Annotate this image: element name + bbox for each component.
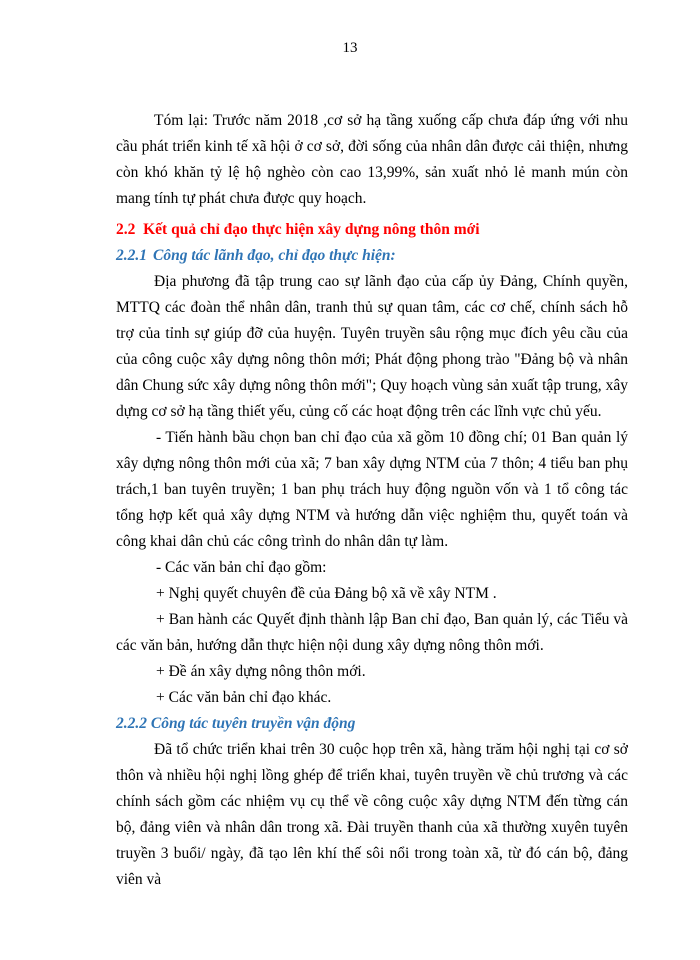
subsection-title: Công tác tuyên truyền vận động xyxy=(150,715,356,732)
document-item: + Các văn bản chỉ đạo khác. xyxy=(156,689,332,706)
subsection-title: Công tác lãnh đạo, chỉ đạo thực hiện: xyxy=(153,247,396,264)
subsection-number: 2.2.2 xyxy=(116,715,147,732)
section-number: 2.2 xyxy=(116,221,136,238)
propaganda-paragraph: Đã tổ chức triển khai trên 30 cuộc họp trên xã, hàng trăm hội nghị tại cơ sở thôn và nhiều hội nghị lồng ghép để triển khai, tuyên truyền về chủ trương và các chính sách gồm các nhiệm vụ cụ thể về công cuộc xây dựng NTM đến từng cán bộ, đảng viên và nhân dân trong xã. Đài truyền thanh của xã thường xuyên tuyên truyền 3 buổi/ ngày, đã tạo lên khí thế sôi nổi trong toàn xã, từ đó cán bộ, đảng viên và xyxy=(116,741,628,888)
documents-heading: - Các văn bản chỉ đạo gồm: xyxy=(156,559,327,576)
document-item: + Đề án xây dựng nông thôn mới. xyxy=(156,663,366,680)
document-item: + Ban hành các Quyết định thành lập Ban chỉ đạo, Ban quản lý, các Tiểu và các văn bản, hướng dẫn thực hiện nội dung xây dựng nông thôn mới. xyxy=(116,611,628,654)
summary-paragraph: Tóm lại: Trước năm 2018 ,cơ sở hạ tầng xuống cấp chưa đáp ứng với nhu cầu phát triển kinh tế xã hội ở cơ sở, đời sống của nhân dân được cải thiện, nhưng còn khó khăn tỷ lệ hộ nghèo còn cao 13,99%, sản xuất nhỏ lẻ manh mún còn mang tính tự phát chưa được quy hoạch. xyxy=(116,112,628,207)
section-heading-2-2 xyxy=(116,217,628,243)
steering-board-paragraph: - Tiến hành bầu chọn ban chỉ đạo của xã gồm 10 đồng chí; 01 Ban quản lý xây dựng nông thôn mới của xã; 7 ban xây dựng NTM của 7 thôn; 4 tiểu ban phụ trách,1 ban tuyên truyền; 1 ban phụ trách huy động nguồn vốn và 1 tổ công tác tổng hợp kết quả xây dựng NTM và hướng dẫn việc nghiệm thu, quyết toán và công khai dân chủ các công trình do nhân dân tự làm. xyxy=(116,429,628,550)
section-title: Kết quả chỉ đạo thực hiện xây dựng nông thôn mới xyxy=(143,221,480,238)
document-body xyxy=(116,108,628,893)
section-heading-2-2-1 xyxy=(116,243,628,269)
section-heading-2-2-2 xyxy=(116,711,628,737)
subsection-number: 2.2.1 xyxy=(116,247,147,264)
page-number: 13 xyxy=(342,40,358,56)
leadership-paragraph: Địa phương đã tập trung cao sự lãnh đạo của cấp ủy Đảng, Chính quyền, MTTQ các đoàn thể nhân dân, tranh thủ sự quan tâm, các cơ chế, chính sách hỗ trợ của tỉnh sự giúp đỡ của huyện. Tuyên truyền sâu rộng mục đích yêu cầu của của công cuộc xây dựng nông thôn mới; Phát động phong trào "Đảng bộ và nhân dân Chung sức xây dựng nông thôn mới"; Quy hoạch vùng sản xuất tập trung, xây dựng cơ sở hạ tầng thiết yếu, củng cố các hoạt động trên các lĩnh vực chủ yếu. xyxy=(116,273,628,420)
document-item: + Nghị quyết chuyên đề của Đảng bộ xã về xây NTM . xyxy=(156,585,497,602)
